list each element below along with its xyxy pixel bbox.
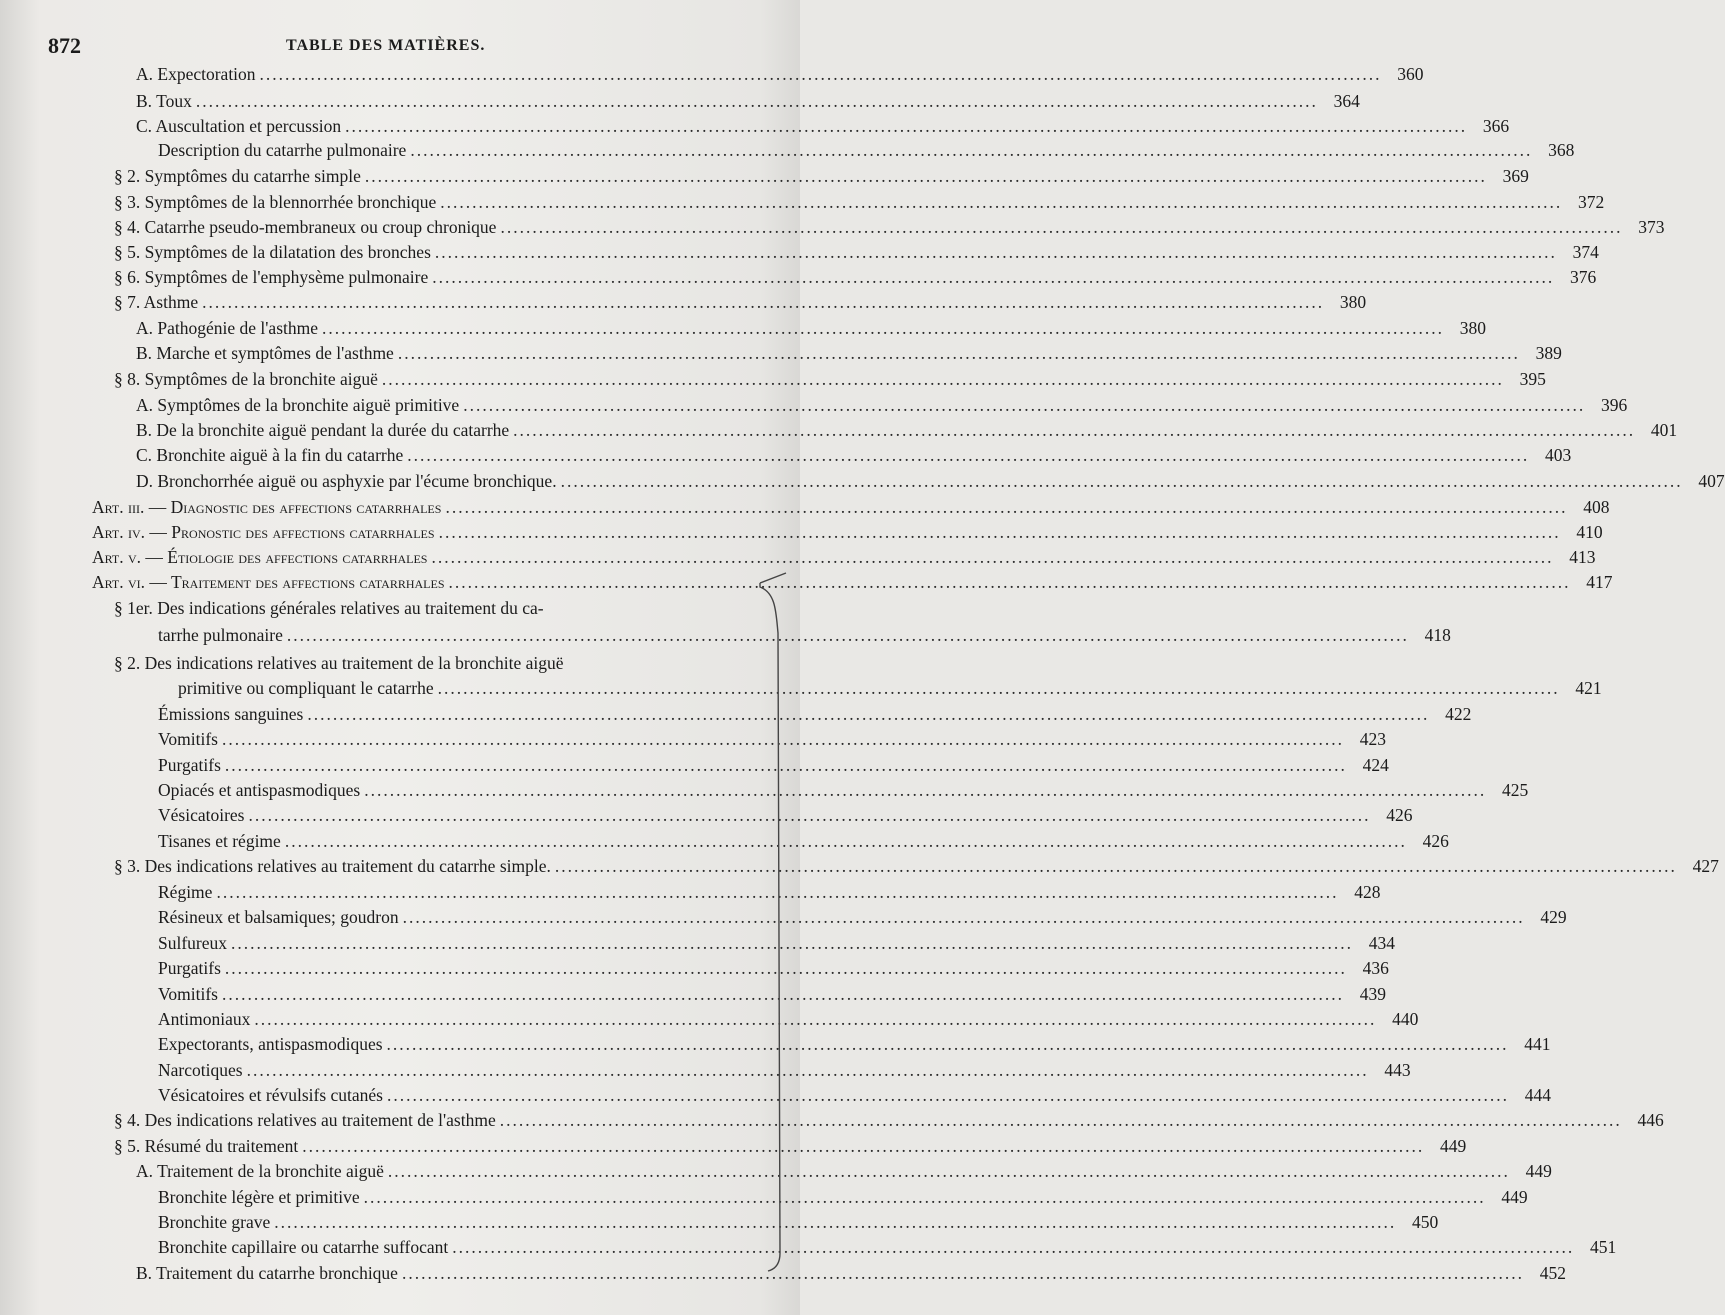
dot-leader bbox=[249, 804, 1371, 826]
toc-entry-text: Bronchite grave bbox=[158, 1212, 271, 1232]
toc-entry bbox=[114, 291, 1367, 313]
dot-leader bbox=[382, 368, 1504, 390]
toc-entry bbox=[92, 496, 1610, 518]
toc-entry-page: 413 bbox=[1569, 547, 1596, 567]
dot-leader bbox=[345, 115, 1467, 137]
toc-entry-text: A. Traitement de la bronchite aiguë bbox=[136, 1161, 384, 1181]
dot-leader bbox=[435, 241, 1557, 263]
toc-entry-page: 436 bbox=[1362, 958, 1389, 978]
toc-entry-page: 427 bbox=[1692, 856, 1719, 876]
toc-entry-text: Purgatifs bbox=[158, 958, 221, 978]
toc-entry-text: Art. iii. — Diagnostic des affections catarrhales bbox=[92, 497, 442, 517]
toc-entry-page: 434 bbox=[1368, 933, 1396, 953]
toc-entry-text: § 1er. Des indications générales relatives au traitement du ca- bbox=[114, 598, 544, 618]
dot-leader bbox=[364, 779, 1486, 801]
toc-entry-page: 425 bbox=[1501, 780, 1529, 800]
toc-entry-page: 417 bbox=[1586, 572, 1613, 592]
toc-entry bbox=[114, 191, 1605, 213]
dot-leader bbox=[196, 90, 1318, 112]
toc-entry bbox=[158, 932, 1396, 954]
toc-entry-text: Narcotiques bbox=[158, 1060, 243, 1080]
toc-entry bbox=[158, 754, 1389, 776]
page-number: 872 bbox=[48, 33, 81, 58]
page-header bbox=[0, 33, 800, 61]
dot-leader bbox=[500, 216, 1622, 238]
toc-entry-page: 369 bbox=[1502, 166, 1529, 186]
toc-entry-page: 429 bbox=[1540, 907, 1567, 927]
toc-entry-text: Art. vi. — Traitement des affections catarrhales bbox=[92, 572, 445, 592]
toc-entry bbox=[158, 779, 1529, 801]
dot-leader bbox=[202, 291, 1324, 313]
toc-entry-page: 439 bbox=[1359, 984, 1386, 1004]
dot-leader bbox=[287, 624, 1409, 646]
toc-entry bbox=[136, 419, 1678, 441]
dot-leader bbox=[387, 1033, 1509, 1055]
toc-entry-page: 426 bbox=[1386, 805, 1413, 825]
dot-leader bbox=[387, 1084, 1509, 1106]
toc-entry-text: Bronchite capillaire ou catarrhe suffocant bbox=[158, 1237, 449, 1257]
dot-leader bbox=[402, 1262, 1524, 1284]
toc-entry-page: 380 bbox=[1459, 318, 1486, 338]
toc-entry-text: Résineux et balsamiques; goudron bbox=[158, 907, 399, 927]
toc-entry bbox=[158, 1059, 1411, 1081]
toc-entry-text: D. Bronchorrhée aiguë ou asphyxie par l'écume bronchique. bbox=[136, 471, 557, 491]
toc-entry bbox=[114, 266, 1597, 288]
toc-entry-page: 410 bbox=[1576, 522, 1603, 542]
toc-entry-text: Art. iv. — Pronostic des affections catarrhales bbox=[92, 522, 435, 542]
toc-entry bbox=[136, 90, 1360, 112]
toc-entry-text: Émissions sanguines bbox=[158, 704, 304, 724]
toc-entry bbox=[92, 571, 1613, 593]
toc-entry-page: 380 bbox=[1339, 292, 1367, 312]
toc-entry bbox=[158, 624, 1451, 646]
toc-entry-page: 441 bbox=[1524, 1034, 1551, 1054]
toc-entry bbox=[114, 216, 1665, 238]
toc-entry bbox=[136, 317, 1486, 339]
dot-leader bbox=[555, 855, 1677, 877]
toc-entry-page: 366 bbox=[1482, 116, 1510, 136]
dot-leader bbox=[463, 394, 1585, 416]
toc-entry bbox=[158, 957, 1389, 979]
toc-entry-page: 424 bbox=[1362, 755, 1389, 775]
toc-entry bbox=[136, 1160, 1552, 1182]
toc-entry bbox=[114, 652, 716, 674]
toc-entry bbox=[158, 830, 1449, 852]
toc-entry bbox=[92, 521, 1603, 543]
toc-entry-text: Expectorants, antispasmodiques bbox=[158, 1034, 383, 1054]
toc-entry-page: 446 bbox=[1637, 1110, 1664, 1130]
toc-entry-page: 450 bbox=[1412, 1212, 1439, 1232]
dot-leader bbox=[365, 165, 1487, 187]
toc-entry-text: § 3. Des indications relatives au traitement du catarrhe simple. bbox=[114, 856, 551, 876]
toc-entry-page: 374 bbox=[1572, 242, 1599, 262]
toc-entry bbox=[158, 881, 1381, 903]
dot-leader bbox=[274, 1211, 1396, 1233]
toc-entry-text: § 2. Des indications relatives au traitement de la bronchite aiguë bbox=[114, 653, 564, 673]
toc-entry bbox=[114, 1109, 1664, 1131]
toc-entry bbox=[114, 1135, 1467, 1157]
dot-leader bbox=[364, 1186, 1486, 1208]
toc-entry-text: C. Auscultation et percussion bbox=[136, 116, 342, 136]
toc-entry bbox=[158, 1186, 1528, 1208]
dot-leader bbox=[407, 444, 1529, 466]
toc-entry-text: A. Symptômes de la bronchite aiguë primitive bbox=[136, 395, 460, 415]
toc-entry-page: 395 bbox=[1519, 369, 1546, 389]
toc-entry-page: 364 bbox=[1333, 91, 1360, 111]
dot-leader bbox=[445, 496, 1567, 518]
toc-entry bbox=[114, 165, 1529, 187]
toc-entry bbox=[158, 1084, 1551, 1106]
toc-entry-page: 449 bbox=[1525, 1161, 1552, 1181]
toc-entry-text: Purgatifs bbox=[158, 755, 221, 775]
toc-entry-text: B. De la bronchite aiguë pendant la durée du catarrhe bbox=[136, 420, 510, 440]
dot-leader bbox=[500, 1109, 1622, 1131]
toc-entry-text: primitive ou compliquant le catarrhe bbox=[178, 678, 434, 698]
toc-entry bbox=[136, 342, 1562, 364]
toc-entry-text: Régime bbox=[158, 882, 213, 902]
toc-entry bbox=[158, 1211, 1439, 1233]
toc-entry-page: 407 bbox=[1698, 471, 1725, 491]
toc-entry bbox=[158, 728, 1386, 750]
toc-entry-page: 396 bbox=[1600, 395, 1628, 415]
dot-leader bbox=[440, 191, 1562, 213]
toc-entry bbox=[158, 703, 1472, 725]
toc-entry bbox=[114, 368, 1546, 390]
toc-entry bbox=[136, 444, 1572, 466]
toc-entry bbox=[114, 241, 1599, 263]
dot-leader bbox=[398, 342, 1520, 364]
dot-leader bbox=[403, 906, 1525, 928]
toc-entry-text: B. Marche et symptômes de l'asthme bbox=[136, 343, 394, 363]
toc-entry-page: 422 bbox=[1445, 704, 1472, 724]
toc-entry bbox=[158, 1033, 1551, 1055]
toc-entry bbox=[114, 855, 1719, 877]
toc-entry-text: Antimoniaux bbox=[158, 1009, 251, 1029]
toc-entry bbox=[136, 394, 1628, 416]
toc-entry bbox=[158, 139, 1575, 161]
toc-entry-text: Tisanes et régime bbox=[158, 831, 281, 851]
toc-entry-text: A. Pathogénie de l'asthme bbox=[136, 318, 318, 338]
toc-entry bbox=[114, 597, 716, 619]
dot-leader bbox=[561, 470, 1683, 492]
toc-entry-text: § 8. Symptômes de la bronchite aiguë bbox=[114, 369, 378, 389]
running-title: TABLE DES MATIÈRES. bbox=[286, 37, 486, 54]
dot-leader bbox=[513, 419, 1635, 441]
toc-entry-text: § 4. Catarrhe pseudo-membraneux ou croup chronique bbox=[114, 217, 497, 237]
dot-leader bbox=[438, 677, 1560, 699]
toc-entry-page: 449 bbox=[1439, 1136, 1467, 1156]
toc-entry-page: 449 bbox=[1501, 1187, 1528, 1207]
dot-leader bbox=[410, 139, 1532, 161]
dot-leader bbox=[231, 932, 1353, 954]
toc-entry-page: 440 bbox=[1392, 1009, 1419, 1029]
toc-entry-page: 452 bbox=[1539, 1263, 1566, 1283]
dot-leader bbox=[432, 266, 1554, 288]
dot-leader bbox=[307, 703, 1429, 725]
dot-leader bbox=[432, 546, 1554, 568]
toc-entry bbox=[178, 677, 1602, 699]
toc-entry-text: A. Expectoration bbox=[136, 64, 256, 84]
toc-entry-page: 421 bbox=[1575, 678, 1602, 698]
dot-leader bbox=[439, 521, 1561, 543]
toc-entry-text: § 4. Des indications relatives au traitement de l'asthme bbox=[114, 1110, 496, 1130]
toc-entry-page: 443 bbox=[1384, 1060, 1411, 1080]
toc-entry-page: 444 bbox=[1524, 1085, 1551, 1105]
toc-entry-text: § 3. Symptômes de la blennorrhée bronchique bbox=[114, 192, 437, 212]
toc-entry bbox=[92, 546, 1596, 568]
toc-entry-text: Opiacés et antispasmodiques bbox=[158, 780, 361, 800]
toc-entry-text: B. Toux bbox=[136, 91, 192, 111]
toc-entry-page: 418 bbox=[1424, 625, 1451, 645]
toc-entry bbox=[158, 906, 1567, 928]
dot-leader bbox=[302, 1135, 1424, 1157]
toc-entry bbox=[158, 1236, 1617, 1258]
toc-entry-page: 401 bbox=[1650, 420, 1678, 440]
toc-entry-text: C. Bronchite aiguë à la fin du catarrhe bbox=[136, 445, 404, 465]
toc-entry-text: Vomitifs bbox=[158, 984, 218, 1004]
dot-leader bbox=[322, 317, 1444, 339]
toc-entry-page: 372 bbox=[1577, 192, 1605, 212]
toc-entry-page: 423 bbox=[1359, 729, 1386, 749]
dot-leader bbox=[449, 571, 1571, 593]
toc-entry-text: Bronchite légère et primitive bbox=[158, 1187, 360, 1207]
toc-entry bbox=[136, 115, 1510, 137]
toc-entry bbox=[136, 63, 1424, 85]
toc-entry-page: 451 bbox=[1590, 1237, 1617, 1257]
toc-entry-page: 368 bbox=[1548, 140, 1575, 160]
toc-entry-page: 403 bbox=[1545, 445, 1572, 465]
toc-entry-text: § 6. Symptômes de l'emphysème pulmonaire bbox=[114, 267, 429, 287]
toc-entry bbox=[158, 983, 1386, 1005]
toc-entry-page: 376 bbox=[1569, 267, 1597, 287]
dot-leader bbox=[260, 63, 1382, 85]
margin-pencil-bracket bbox=[758, 573, 788, 1273]
dot-leader bbox=[285, 830, 1407, 852]
toc-entry-text: § 5. Résumé du traitement bbox=[114, 1136, 299, 1156]
toc-entry-text: § 7. Asthme bbox=[114, 292, 199, 312]
toc-entry-text: Vésicatoires bbox=[158, 805, 245, 825]
toc-entry-text: § 2. Symptômes du catarrhe simple bbox=[114, 166, 361, 186]
toc-entry-text: tarrhe pulmonaire bbox=[158, 625, 283, 645]
toc-entry-page: 360 bbox=[1397, 64, 1424, 84]
toc-entry-page: 373 bbox=[1638, 217, 1665, 237]
toc-entry-text: § 5. Symptômes de la dilatation des bronches bbox=[114, 242, 431, 262]
toc-entry-page: 426 bbox=[1422, 831, 1449, 851]
toc-entry-text: Vomitifs bbox=[158, 729, 218, 749]
toc-entry-page: 408 bbox=[1583, 497, 1610, 517]
dot-leader bbox=[254, 1008, 1376, 1030]
toc-entry bbox=[136, 1262, 1566, 1284]
toc-entry-text: Art. v. — Étiologie des affections catarrhales bbox=[92, 547, 428, 567]
toc-entry-page: 389 bbox=[1535, 343, 1562, 363]
toc-entry-text: Vésicatoires et révulsifs cutanés bbox=[158, 1085, 383, 1105]
toc-entry bbox=[158, 1008, 1419, 1030]
toc-entry-text: Sulfureux bbox=[158, 933, 228, 953]
dot-leader bbox=[452, 1236, 1574, 1258]
dot-leader bbox=[388, 1160, 1510, 1182]
toc-entry bbox=[158, 804, 1413, 826]
toc-entry-text: B. Traitement du catarrhe bronchique bbox=[136, 1263, 398, 1283]
toc-entry-text: Description du catarrhe pulmonaire bbox=[158, 140, 407, 160]
toc-entry-page: 428 bbox=[1354, 882, 1381, 902]
dot-leader bbox=[247, 1059, 1369, 1081]
toc-entry bbox=[136, 470, 1725, 492]
